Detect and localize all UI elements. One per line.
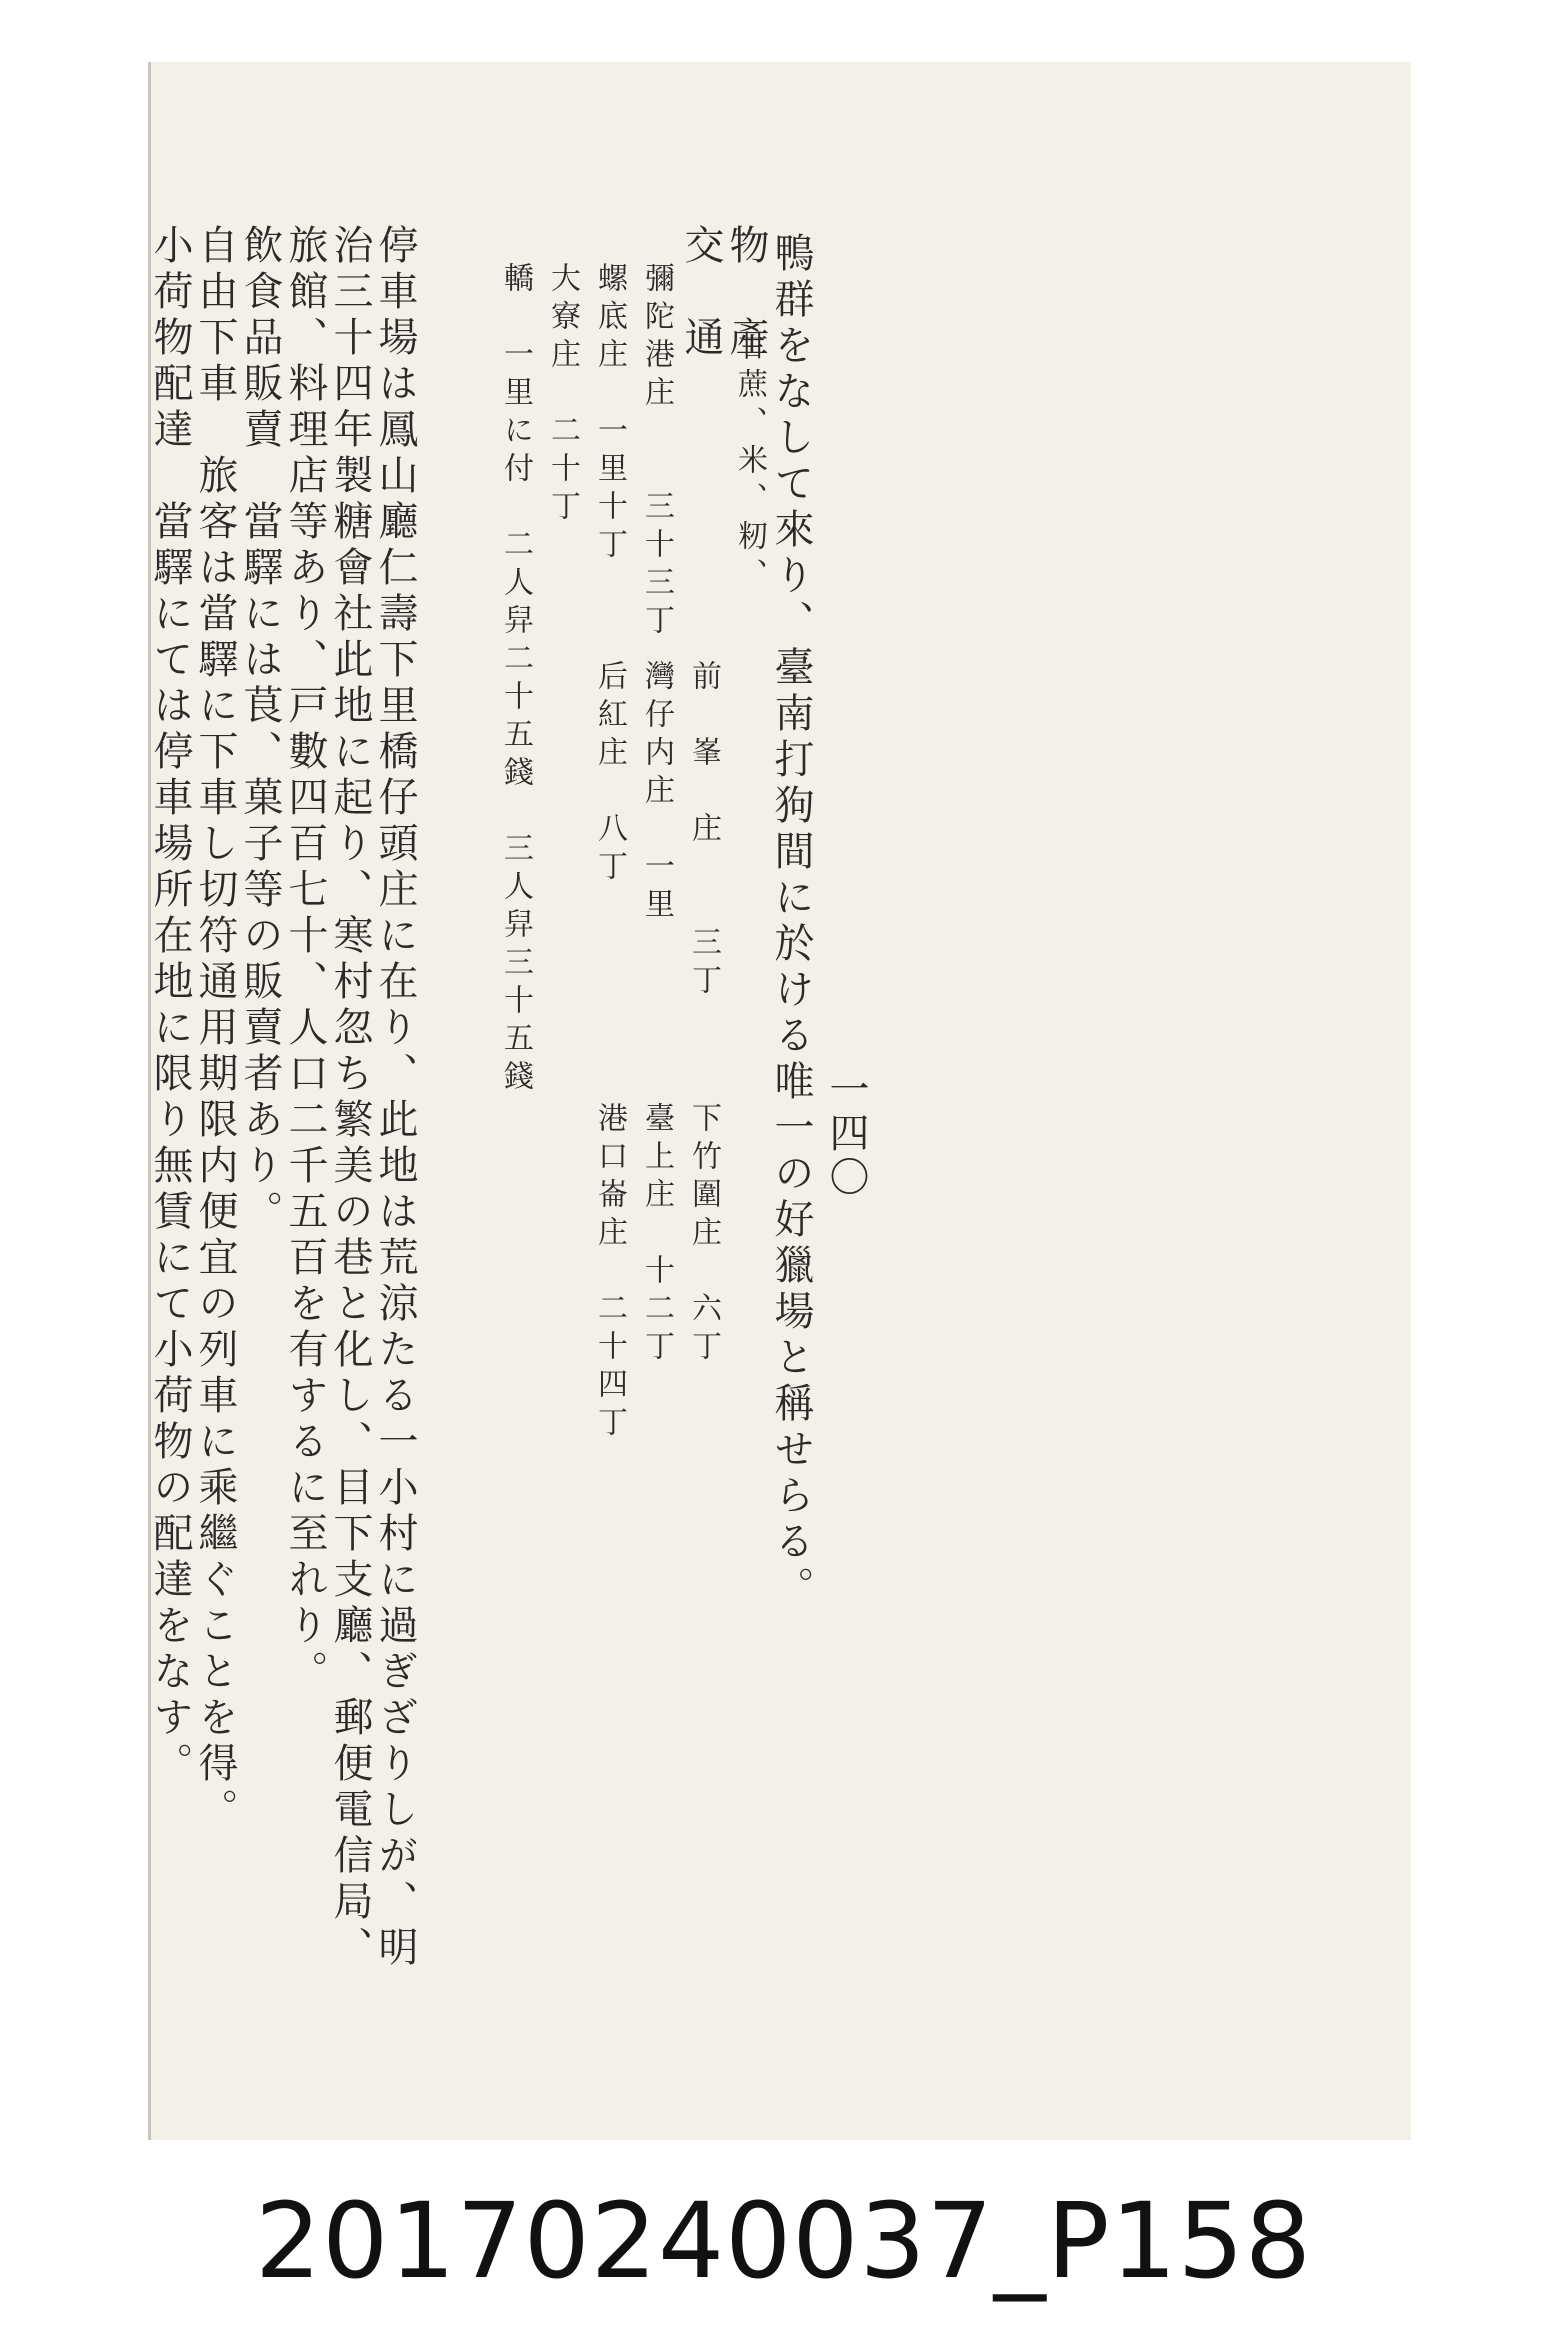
text-column-13: 自由下車 旅客は當驛に下車し切符通用期限内便宜の列車に乘繼ぐことを得。 <box>192 224 238 1834</box>
traffic-row-4: 大寮庄 二十丁 <box>545 262 580 528</box>
traffic-row-2c: 臺上庄 十二丁 <box>639 1102 674 1368</box>
section-label-traffic: 交 通 <box>678 224 724 362</box>
traffic-row-3c: 港口崙庄 二十四丁 <box>592 1102 627 1444</box>
traffic-entry-1: 前 峯 庄 三丁 <box>686 660 721 1002</box>
text-column-11: 旅館、料理店等あり、戸數四百七十、人口二千五百を有するに至れり。 <box>282 224 328 1696</box>
traffic-row-3b: 后紅庄 八丁 <box>592 660 627 888</box>
palanquin-fare: 轎 一里に付 二人舁二十五錢 三人舁三十五錢 <box>498 262 533 1098</box>
section-label-products: 物 產 <box>723 224 769 362</box>
traffic-row-2a: 彌陀港庄 三十三丁 <box>639 262 674 642</box>
page-number: 一四〇 <box>823 1068 869 1200</box>
scanned-page <box>148 62 1411 2140</box>
products-text: 甘蔗、米、籾、 <box>732 330 767 596</box>
traffic-row-3a: 螺底庄 一里十丁 <box>592 262 627 566</box>
text-column-10: 治三十四年製糖會社此地に起り、寒村忽ち繁美の巷と化し、目下支廳、郵便電信局、 <box>327 224 373 1972</box>
text-column-12: 飲食品販賣 當驛には茛、菓子等の販賣者あり。 <box>237 224 283 1236</box>
traffic-row-2b: 灣仔内庄 一里 <box>639 660 674 926</box>
image-caption: 20170240037_P158 <box>254 2180 1313 2302</box>
text-column-1: 鴨群をなして來り、臺南打狗間に於ける唯一の好獵場と稱せらる。 <box>768 232 814 1612</box>
traffic-entry-2: 下竹圍庄 六丁 <box>686 1102 721 1368</box>
text-column-14: 小荷物配達 當驛にては停車場所在地に限り無賃にて小荷物の配達をなす。 <box>147 224 193 1788</box>
text-column-9: 停車場は鳳山廳仁壽下里橋仔頭庄に在り、此地は荒涼たる一小村に過ぎざりしが、明 <box>372 224 418 1972</box>
